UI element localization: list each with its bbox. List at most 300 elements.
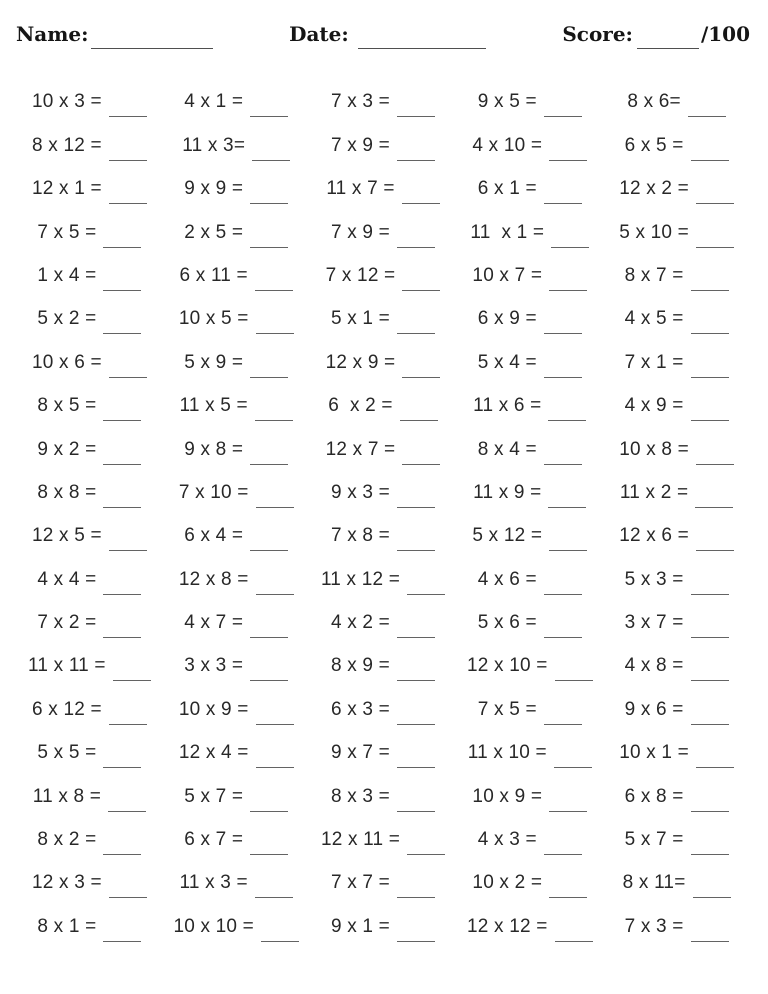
problem-cell-r15-c2	[163, 685, 310, 728]
problem-text: 8 x 12 =	[32, 134, 102, 156]
answer-blank[interactable]	[108, 807, 146, 812]
problem-text: 9 x 5 =	[477, 91, 537, 113]
problem-text: 8 x 8 =	[37, 481, 97, 503]
answer-blank[interactable]	[400, 416, 438, 421]
answer-blank[interactable]	[250, 112, 288, 117]
answer-blank[interactable]	[252, 156, 290, 161]
problem-text: 9 x 6 =	[624, 698, 684, 720]
problem-text: 10 x 10 =	[173, 915, 254, 937]
problem-text: 9 x 9 =	[184, 178, 244, 200]
problem-cell-r18-c2	[163, 816, 310, 859]
problem-text: 6 x 9 =	[477, 308, 537, 330]
problem-text: 7 x 10 =	[178, 481, 249, 503]
answer-blank[interactable]	[691, 807, 729, 812]
problem-text: 10 x 5 =	[178, 308, 249, 330]
answer-blank[interactable]	[691, 937, 729, 942]
problem-cell-r9-c1	[16, 425, 163, 468]
problem-text: 11 x 12 =	[320, 568, 401, 590]
name-blank[interactable]	[91, 24, 213, 49]
answer-blank[interactable]	[103, 937, 141, 942]
problem-text: 10 x 9 =	[472, 785, 543, 807]
problem-text: 4 x 4 =	[37, 568, 97, 590]
problem-cell-r2-c4	[456, 121, 603, 164]
answer-blank[interactable]	[549, 807, 587, 812]
answer-blank[interactable]	[549, 156, 587, 161]
problem-text: 5 x 3 =	[624, 568, 684, 590]
answer-blank[interactable]	[109, 720, 147, 725]
problem-text: 6 x 11 =	[179, 264, 248, 286]
answer-blank[interactable]	[407, 590, 445, 595]
problem-cell-r10-c5	[603, 469, 750, 512]
answer-blank[interactable]	[256, 720, 294, 725]
answer-blank[interactable]	[250, 633, 288, 638]
problem-cell-r18-c3	[310, 816, 457, 859]
problem-text: 11 x 2 =	[619, 481, 689, 503]
answer-blank[interactable]	[696, 546, 734, 551]
answer-blank[interactable]	[397, 546, 435, 551]
answer-blank[interactable]	[696, 460, 734, 465]
problem-cell-r1-c4	[456, 78, 603, 121]
problem-text: 9 x 8 =	[184, 438, 244, 460]
problem-cell-r3-c1	[16, 165, 163, 208]
problem-text: 9 x 1 =	[331, 915, 390, 937]
problem-cell-r16-c3	[310, 729, 457, 772]
problem-cell-r17-c5	[603, 772, 750, 815]
answer-blank[interactable]	[688, 112, 726, 117]
answer-blank[interactable]	[544, 633, 582, 638]
problem-cell-r12-c5	[603, 555, 750, 598]
answer-blank[interactable]	[103, 286, 141, 291]
problem-cell-r9-c3	[310, 425, 457, 468]
problem-cell-r4-c4	[456, 208, 603, 251]
problem-cell-r8-c2	[163, 382, 310, 425]
answer-blank[interactable]	[407, 850, 445, 855]
answer-blank[interactable]	[250, 243, 288, 248]
problem-cell-r7-c1	[16, 338, 163, 381]
problem-cell-r15-c1	[16, 685, 163, 728]
answer-blank[interactable]	[555, 937, 593, 942]
problem-text: 12 x 9 =	[325, 351, 396, 373]
answer-blank[interactable]	[261, 937, 299, 942]
answer-blank[interactable]	[402, 286, 440, 291]
answer-blank[interactable]	[109, 373, 147, 378]
problem-text: 11 x 3=	[182, 134, 246, 156]
problem-cell-r2-c1	[16, 121, 163, 164]
problem-cell-r3-c3	[310, 165, 457, 208]
problem-cell-r19-c1	[16, 859, 163, 902]
answer-blank[interactable]	[103, 329, 141, 334]
problem-text: 12 x 5 =	[32, 525, 102, 547]
problem-cell-r12-c2	[163, 555, 310, 598]
problem-text: 10 x 1 =	[619, 742, 689, 764]
answer-blank[interactable]	[250, 807, 288, 812]
answer-blank[interactable]	[109, 156, 147, 161]
answer-blank[interactable]	[103, 460, 141, 465]
problem-cell-r10-c1	[16, 469, 163, 512]
problem-cell-r5-c3	[310, 252, 457, 295]
problem-text: 6 x 2 =	[328, 395, 393, 417]
problem-text: 9 x 2 =	[37, 438, 97, 460]
problem-text: 10 x 6 =	[32, 351, 102, 373]
answer-blank[interactable]	[250, 850, 288, 855]
problem-text: 8 x 7 =	[624, 264, 684, 286]
problem-text: 11 x 10 =	[467, 742, 547, 764]
problem-text: 4 x 7 =	[184, 612, 244, 634]
date-field-group	[289, 22, 486, 46]
problem-cell-r13-c2	[163, 599, 310, 642]
problem-cell-r13-c5	[603, 599, 750, 642]
answer-blank[interactable]	[109, 893, 147, 898]
problem-text: 6 x 8 =	[624, 785, 684, 807]
answer-blank[interactable]	[696, 763, 734, 768]
problem-cell-r5-c1	[16, 252, 163, 295]
answer-blank[interactable]	[103, 416, 141, 421]
answer-blank[interactable]	[113, 676, 151, 681]
answer-blank[interactable]	[109, 546, 147, 551]
score-label: Score:	[562, 22, 633, 46]
answer-blank[interactable]	[103, 633, 141, 638]
problem-text: 3 x 3 =	[184, 655, 244, 677]
problem-text: 12 x 10 =	[467, 655, 548, 677]
problem-text: 5 x 1 =	[331, 308, 390, 330]
answer-blank[interactable]	[402, 373, 440, 378]
problem-cell-r9-c2	[163, 425, 310, 468]
problem-cell-r12-c3	[310, 555, 457, 598]
answer-blank[interactable]	[695, 503, 733, 508]
problem-text: 12 x 3 =	[32, 872, 102, 894]
answer-blank[interactable]	[109, 199, 147, 204]
problem-text: 11 x 1 =	[470, 221, 545, 243]
answer-blank[interactable]	[103, 243, 141, 248]
problem-text: 12 x 4 =	[178, 742, 249, 764]
problem-text: 4 x 2 =	[331, 612, 390, 634]
problem-text: 5 x 7 =	[624, 829, 684, 851]
problem-cell-r14-c4	[456, 642, 603, 685]
problem-cell-r5-c5	[603, 252, 750, 295]
problem-cell-r8-c1	[16, 382, 163, 425]
answer-blank[interactable]	[103, 850, 141, 855]
answer-blank[interactable]	[555, 676, 593, 681]
date-label: Date:	[289, 22, 349, 46]
answer-blank[interactable]	[551, 243, 589, 248]
answer-blank[interactable]	[691, 286, 729, 291]
answer-blank[interactable]	[250, 676, 288, 681]
answer-blank[interactable]	[402, 199, 440, 204]
answer-blank[interactable]	[691, 590, 729, 595]
problem-cell-r6-c5	[603, 295, 750, 338]
problem-cell-r6-c1	[16, 295, 163, 338]
problem-text: 4 x 8 =	[624, 655, 684, 677]
problem-cell-r3-c4	[456, 165, 603, 208]
problem-text: 10 x 8 =	[619, 438, 689, 460]
problem-text: 7 x 2 =	[37, 612, 97, 634]
problem-text: 12 x 1 =	[32, 178, 102, 200]
answer-blank[interactable]	[397, 503, 435, 508]
problem-cell-r18-c1	[16, 816, 163, 859]
answer-blank[interactable]	[554, 763, 592, 768]
answer-blank[interactable]	[250, 546, 288, 551]
problem-text: 12 x 11 =	[320, 829, 401, 851]
problem-text: 11 x 9 =	[473, 481, 542, 503]
problem-cell-r12-c1	[16, 555, 163, 598]
problem-cell-r16-c4	[456, 729, 603, 772]
problem-cell-r5-c2	[163, 252, 310, 295]
answer-blank[interactable]	[255, 416, 293, 421]
problem-cell-r16-c1	[16, 729, 163, 772]
problem-text: 8 x 3 =	[331, 785, 390, 807]
problem-cell-r20-c4	[456, 902, 603, 945]
problem-text: 11 x 3 =	[179, 872, 248, 894]
answer-blank[interactable]	[255, 286, 293, 291]
score-blank[interactable]	[637, 24, 699, 49]
answer-blank[interactable]	[109, 112, 147, 117]
answer-blank[interactable]	[696, 199, 734, 204]
problem-cell-r12-c4	[456, 555, 603, 598]
problem-cell-r6-c4	[456, 295, 603, 338]
problem-text: 6 x 1 =	[477, 178, 537, 200]
answer-blank[interactable]	[544, 590, 582, 595]
problem-text: 4 x 3 =	[477, 829, 537, 851]
problem-text: 7 x 9 =	[331, 221, 390, 243]
problem-cell-r19-c2	[163, 859, 310, 902]
problem-text: 7 x 1 =	[624, 351, 684, 373]
problem-cell-r19-c4	[456, 859, 603, 902]
answer-blank[interactable]	[548, 416, 586, 421]
problem-text: 1 x 4 =	[37, 264, 97, 286]
problem-cell-r14-c1	[16, 642, 163, 685]
answer-blank[interactable]	[256, 329, 294, 334]
problem-cell-r7-c2	[163, 338, 310, 381]
name-label: Name:	[16, 22, 89, 46]
answer-blank[interactable]	[397, 720, 435, 725]
problem-cell-r8-c5	[603, 382, 750, 425]
answer-blank[interactable]	[691, 373, 729, 378]
problem-text: 12 x 6 =	[619, 525, 689, 547]
problem-text: 6 x 4 =	[184, 525, 244, 547]
problem-cell-r7-c5	[603, 338, 750, 381]
problem-text: 4 x 6 =	[477, 568, 537, 590]
date-blank[interactable]	[358, 24, 486, 49]
score-field-group	[562, 22, 750, 46]
problem-text: 9 x 7 =	[331, 742, 390, 764]
problem-cell-r17-c2	[163, 772, 310, 815]
problem-text: 5 x 10 =	[619, 221, 689, 243]
name-field-group	[16, 22, 213, 46]
problem-cell-r16-c5	[603, 729, 750, 772]
answer-blank[interactable]	[397, 763, 435, 768]
problem-text: 8 x 1 =	[37, 915, 97, 937]
answer-blank[interactable]	[544, 112, 582, 117]
problem-cell-r11-c1	[16, 512, 163, 555]
problem-text: 12 x 2 =	[619, 178, 689, 200]
problem-cell-r11-c4	[456, 512, 603, 555]
answer-blank[interactable]	[691, 156, 729, 161]
problem-cell-r13-c3	[310, 599, 457, 642]
problem-text: 10 x 7 =	[472, 264, 543, 286]
problem-cell-r20-c3	[310, 902, 457, 945]
problem-text: 4 x 1 =	[184, 91, 244, 113]
problem-cell-r20-c5	[603, 902, 750, 945]
problem-cell-r15-c5	[603, 685, 750, 728]
problem-cell-r6-c2	[163, 295, 310, 338]
problem-cell-r11-c3	[310, 512, 457, 555]
problem-cell-r3-c2	[163, 165, 310, 208]
problem-text: 5 x 4 =	[477, 351, 537, 373]
answer-blank[interactable]	[250, 199, 288, 204]
problem-text: 6 x 5 =	[624, 134, 684, 156]
problem-cell-r4-c1	[16, 208, 163, 251]
answer-blank[interactable]	[691, 850, 729, 855]
answer-blank[interactable]	[544, 850, 582, 855]
problem-text: 8 x 2 =	[37, 829, 97, 851]
problem-text: 8 x 6=	[627, 91, 681, 113]
problem-cell-r4-c5	[603, 208, 750, 251]
answer-blank[interactable]	[691, 329, 729, 334]
answer-blank[interactable]	[691, 416, 729, 421]
problem-text: 3 x 7 =	[624, 612, 684, 634]
problem-cell-r3-c5	[603, 165, 750, 208]
answer-blank[interactable]	[544, 460, 582, 465]
problem-cell-r15-c3	[310, 685, 457, 728]
problem-text: 6 x 12 =	[32, 698, 102, 720]
answer-blank[interactable]	[397, 893, 435, 898]
problem-text: 4 x 5 =	[624, 308, 684, 330]
answer-blank[interactable]	[256, 763, 294, 768]
problem-text: 11 x 8 =	[32, 785, 102, 807]
answer-blank[interactable]	[549, 286, 587, 291]
problem-text: 7 x 9 =	[331, 134, 390, 156]
answer-blank[interactable]	[548, 503, 586, 508]
answer-blank[interactable]	[397, 633, 435, 638]
problem-cell-r2-c2	[163, 121, 310, 164]
problem-text: 8 x 5 =	[37, 395, 97, 417]
problem-cell-r1-c1	[16, 78, 163, 121]
problem-text: 12 x 8 =	[178, 568, 249, 590]
problem-text: 5 x 5 =	[37, 742, 97, 764]
problem-cell-r7-c3	[310, 338, 457, 381]
answer-blank[interactable]	[544, 199, 582, 204]
answer-blank[interactable]	[397, 329, 435, 334]
problem-text: 7 x 7 =	[331, 872, 390, 894]
problem-text: 4 x 9 =	[624, 395, 684, 417]
answer-blank[interactable]	[255, 893, 293, 898]
problem-text: 8 x 9 =	[331, 655, 390, 677]
answer-blank[interactable]	[544, 329, 582, 334]
problem-cell-r18-c4	[456, 816, 603, 859]
problem-text: 5 x 7 =	[184, 785, 244, 807]
answer-blank[interactable]	[250, 460, 288, 465]
answer-blank[interactable]	[549, 546, 587, 551]
answer-blank[interactable]	[691, 676, 729, 681]
problem-cell-r19-c5	[603, 859, 750, 902]
problem-cell-r14-c3	[310, 642, 457, 685]
problem-text: 4 x 10 =	[472, 134, 543, 156]
problem-text: 10 x 9 =	[178, 698, 249, 720]
problem-cell-r2-c5	[603, 121, 750, 164]
problem-text: 5 x 2 =	[37, 308, 97, 330]
answer-blank[interactable]	[397, 807, 435, 812]
answer-blank[interactable]	[250, 373, 288, 378]
problem-text: 7 x 8 =	[331, 525, 390, 547]
problem-text: 11 x 5 =	[179, 395, 248, 417]
problem-text: 5 x 6 =	[477, 612, 537, 634]
problem-cell-r8-c4	[456, 382, 603, 425]
worksheet-header	[16, 22, 750, 46]
problem-text: 7 x 3 =	[331, 91, 390, 113]
answer-blank[interactable]	[103, 590, 141, 595]
problem-text: 6 x 3 =	[331, 698, 390, 720]
problem-text: 5 x 12 =	[472, 525, 543, 547]
problem-text: 5 x 9 =	[184, 351, 244, 373]
answer-blank[interactable]	[544, 720, 582, 725]
answer-blank[interactable]	[397, 937, 435, 942]
problem-cell-r1-c3	[310, 78, 457, 121]
problem-text: 11 x 6 =	[473, 395, 542, 417]
problem-cell-r17-c3	[310, 772, 457, 815]
answer-blank[interactable]	[691, 720, 729, 725]
answer-blank[interactable]	[256, 590, 294, 595]
problem-cell-r17-c4	[456, 772, 603, 815]
answer-blank[interactable]	[402, 460, 440, 465]
problem-text: 2 x 5 =	[184, 221, 244, 243]
answer-blank[interactable]	[544, 373, 582, 378]
problem-cell-r9-c4	[456, 425, 603, 468]
problem-text: 10 x 2 =	[472, 872, 543, 894]
problem-cell-r9-c5	[603, 425, 750, 468]
problem-text: 11 x 11 =	[28, 655, 106, 677]
problem-cell-r11-c2	[163, 512, 310, 555]
problem-cell-r10-c2	[163, 469, 310, 512]
problem-cell-r10-c4	[456, 469, 603, 512]
problem-cell-r20-c2	[163, 902, 310, 945]
problem-cell-r14-c2	[163, 642, 310, 685]
problem-cell-r16-c2	[163, 729, 310, 772]
problem-cell-r19-c3	[310, 859, 457, 902]
problems-grid	[16, 78, 750, 946]
answer-blank[interactable]	[103, 763, 141, 768]
answer-blank[interactable]	[549, 893, 587, 898]
answer-blank[interactable]	[691, 633, 729, 638]
problem-cell-r15-c4	[456, 685, 603, 728]
problem-text: 7 x 12 =	[325, 264, 396, 286]
answer-blank[interactable]	[696, 243, 734, 248]
answer-blank[interactable]	[256, 503, 294, 508]
problem-text: 8 x 4 =	[477, 438, 537, 460]
problem-cell-r14-c5	[603, 642, 750, 685]
problem-text: 12 x 12 =	[467, 915, 548, 937]
problem-text: 9 x 3 =	[331, 481, 390, 503]
problem-cell-r1-c5	[603, 78, 750, 121]
problem-cell-r18-c5	[603, 816, 750, 859]
score-total: /100	[700, 22, 750, 46]
answer-blank[interactable]	[397, 676, 435, 681]
answer-blank[interactable]	[397, 112, 435, 117]
problem-cell-r13-c1	[16, 599, 163, 642]
answer-blank[interactable]	[693, 893, 731, 898]
problem-cell-r10-c3	[310, 469, 457, 512]
problem-cell-r13-c4	[456, 599, 603, 642]
answer-blank[interactable]	[103, 503, 141, 508]
answer-blank[interactable]	[397, 156, 435, 161]
answer-blank[interactable]	[397, 243, 435, 248]
problem-cell-r2-c3	[310, 121, 457, 164]
problem-text: 10 x 3 =	[32, 91, 102, 113]
problem-cell-r7-c4	[456, 338, 603, 381]
problem-cell-r4-c3	[310, 208, 457, 251]
problem-cell-r11-c5	[603, 512, 750, 555]
problem-cell-r4-c2	[163, 208, 310, 251]
problem-cell-r5-c4	[456, 252, 603, 295]
